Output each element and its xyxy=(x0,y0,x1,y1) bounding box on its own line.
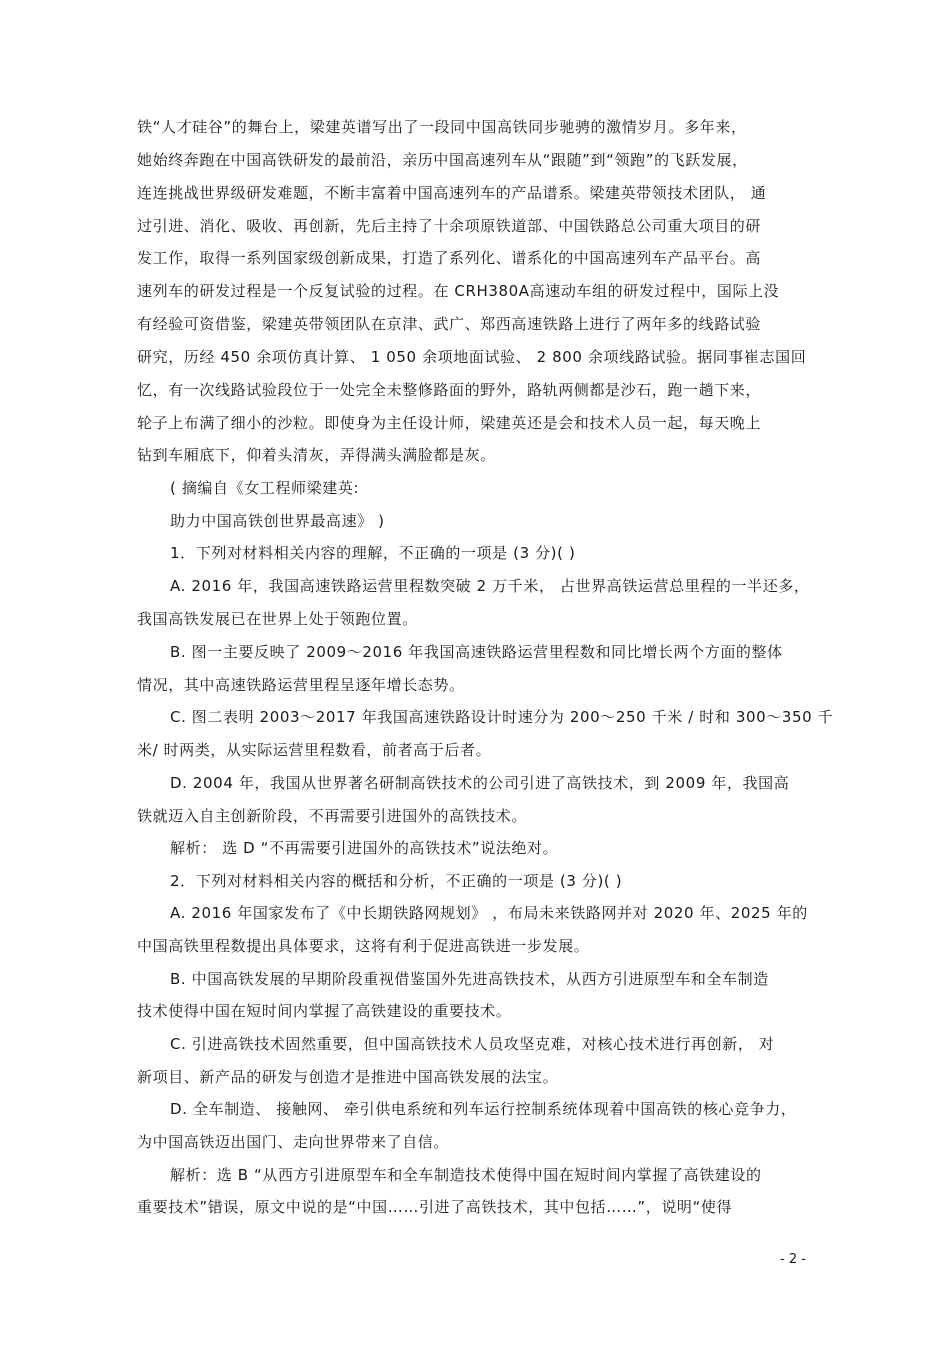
question-2-analysis-cont: 重要技术”错误，原文中说的是“中国……引进了高铁技术，其中包括……”，说明“使得 xyxy=(137,1198,733,1216)
passage-line: 发工作，取得一系列国家级创新成果，打造了系列化、谱系化的中国高速列车产品平台。高 xyxy=(137,249,762,267)
passage-line: 过引进、消化、吸收、再创新，先后主持了十余项原铁道部、中国铁路总公司重大项目的研 xyxy=(137,217,762,235)
question-1-analysis: 解析： 选 D “不再需要引进国外的高铁技术”说法绝对。 xyxy=(170,839,559,857)
passage-line: 轮子上布满了细小的沙粒。即使身为主任设计师，梁建英还是会和技术人员一起，每天晚上 xyxy=(137,414,762,432)
question-1-option-c: C. 图二表明 2003～2017 年我国高速铁路设计时速分为 200～250 千米 / 时和 300～350 千 xyxy=(170,708,834,726)
question-2-stem: 2．下列对材料相关内容的概括和分析，不正确的一项是 (3 分)( ) xyxy=(170,872,623,890)
passage-line: 铁“人才硅谷”的舞台上，梁建英谱写出了一段同中国高铁同步驰骋的激情岁月。多年来， xyxy=(137,118,747,136)
question-2-option-a-cont: 中国高铁里程数提出具体要求，这将有利于促进高铁进一步发展。 xyxy=(137,937,590,955)
passage-line: 忆，有一次线路试验段位于一处完全未整修路面的野外，路轨两侧都是沙石，跑一趟下来， xyxy=(137,381,762,399)
question-2-option-d-cont: 为中国高铁迈出国门、走向世界带来了自信。 xyxy=(137,1133,450,1151)
question-2-option-c-cont: 新项目、新产品的研发与创造才是推进中国高铁发展的法宝。 xyxy=(137,1068,559,1086)
source-citation-line: ( 摘编自《女工程师梁建英: xyxy=(170,479,360,497)
source-citation-line: 助力中国高铁创世界最高速》 ) xyxy=(170,512,385,530)
passage-line: 研究，历经 450 余项仿真计算、 1 050 余项地面试验、 2 800 余项线路试验。据同事崔志国回 xyxy=(137,348,807,366)
question-2-analysis: 解析：选 B “从西方引进原型车和全车制造技术使得中国在短时间内掌握了高铁建设的 xyxy=(170,1166,762,1184)
question-1-stem: 1．下列对材料相关内容的理解，不正确的一项是 (3 分)( ) xyxy=(170,544,576,562)
question-1-option-c-cont: 米/ 时两类，从实际运营里程数看，前者高于后者。 xyxy=(137,741,492,759)
question-2-option-c: C. 引进高铁技术固然重要，但中国高铁技术人员攻坚克难，对核心技术进行再创新， 对 xyxy=(170,1035,775,1053)
passage-line: 连连挑战世界级研发难题，不断丰富着中国高速列车的产品谱系。梁建英带领技术团队， 通 xyxy=(137,184,767,202)
passage-line: 她始终奔跑在中国高铁研发的最前沿，亲历中国高速列车从“跟随”到“领跑”的飞跃发展， xyxy=(137,151,748,169)
page-number: - 2 - xyxy=(780,1252,806,1267)
question-1-option-a-cont: 我国高铁发展已在世界上处于领跑位置。 xyxy=(137,610,418,628)
question-1-option-a: A. 2016 年，我国高速铁路运营里程数突破 2 万千米， 占世界高铁运营总里程的一半还多， xyxy=(170,577,810,595)
passage-line: 有经验可资借鉴，梁建英带领团队在京津、武广、郑西高速铁路上进行了两年多的线路试验 xyxy=(137,315,762,333)
passage-line: 速列车的研发过程是一个反复试验的过程。在 CRH380A高速动车组的研发过程中，国际上没 xyxy=(137,282,780,300)
question-1-option-d-cont: 铁就迈入自主创新阶段，不再需要引进国外的高铁技术。 xyxy=(137,807,528,825)
question-2-option-a: A. 2016 年国家发布了《中长期铁路网规划》 ，布局未来铁路网并对 2020 年、2025 年的 xyxy=(170,904,808,922)
passage-line: 钻到车厢底下，仰着头清灰，弄得满头满脸都是灰。 xyxy=(137,446,496,464)
question-1-option-b-cont: 情况，其中高速铁路运营里程呈逐年增长态势。 xyxy=(137,676,465,694)
question-2-option-b: B. 中国高铁发展的早期阶段重视借鉴国外先进高铁技术，从西方引进原型车和全车制造 xyxy=(170,970,769,988)
question-1-option-b: B. 图一主要反映了 2009～2016 年我国高速铁路运营里程数和同比增长两个方面的整体 xyxy=(170,643,783,661)
question-2-option-b-cont: 技术使得中国在短时间内掌握了高铁建设的重要技术。 xyxy=(137,1002,512,1020)
question-1-option-d: D. 2004 年，我国从世界著名研制高铁技术的公司引进了高铁技术，到 2009 年，我国高 xyxy=(170,774,790,792)
question-2-option-d: D. 全车制造、 接触网、 牵引供电系统和列车运行控制系统体现着中国高铁的核心竞争力， xyxy=(170,1100,797,1118)
